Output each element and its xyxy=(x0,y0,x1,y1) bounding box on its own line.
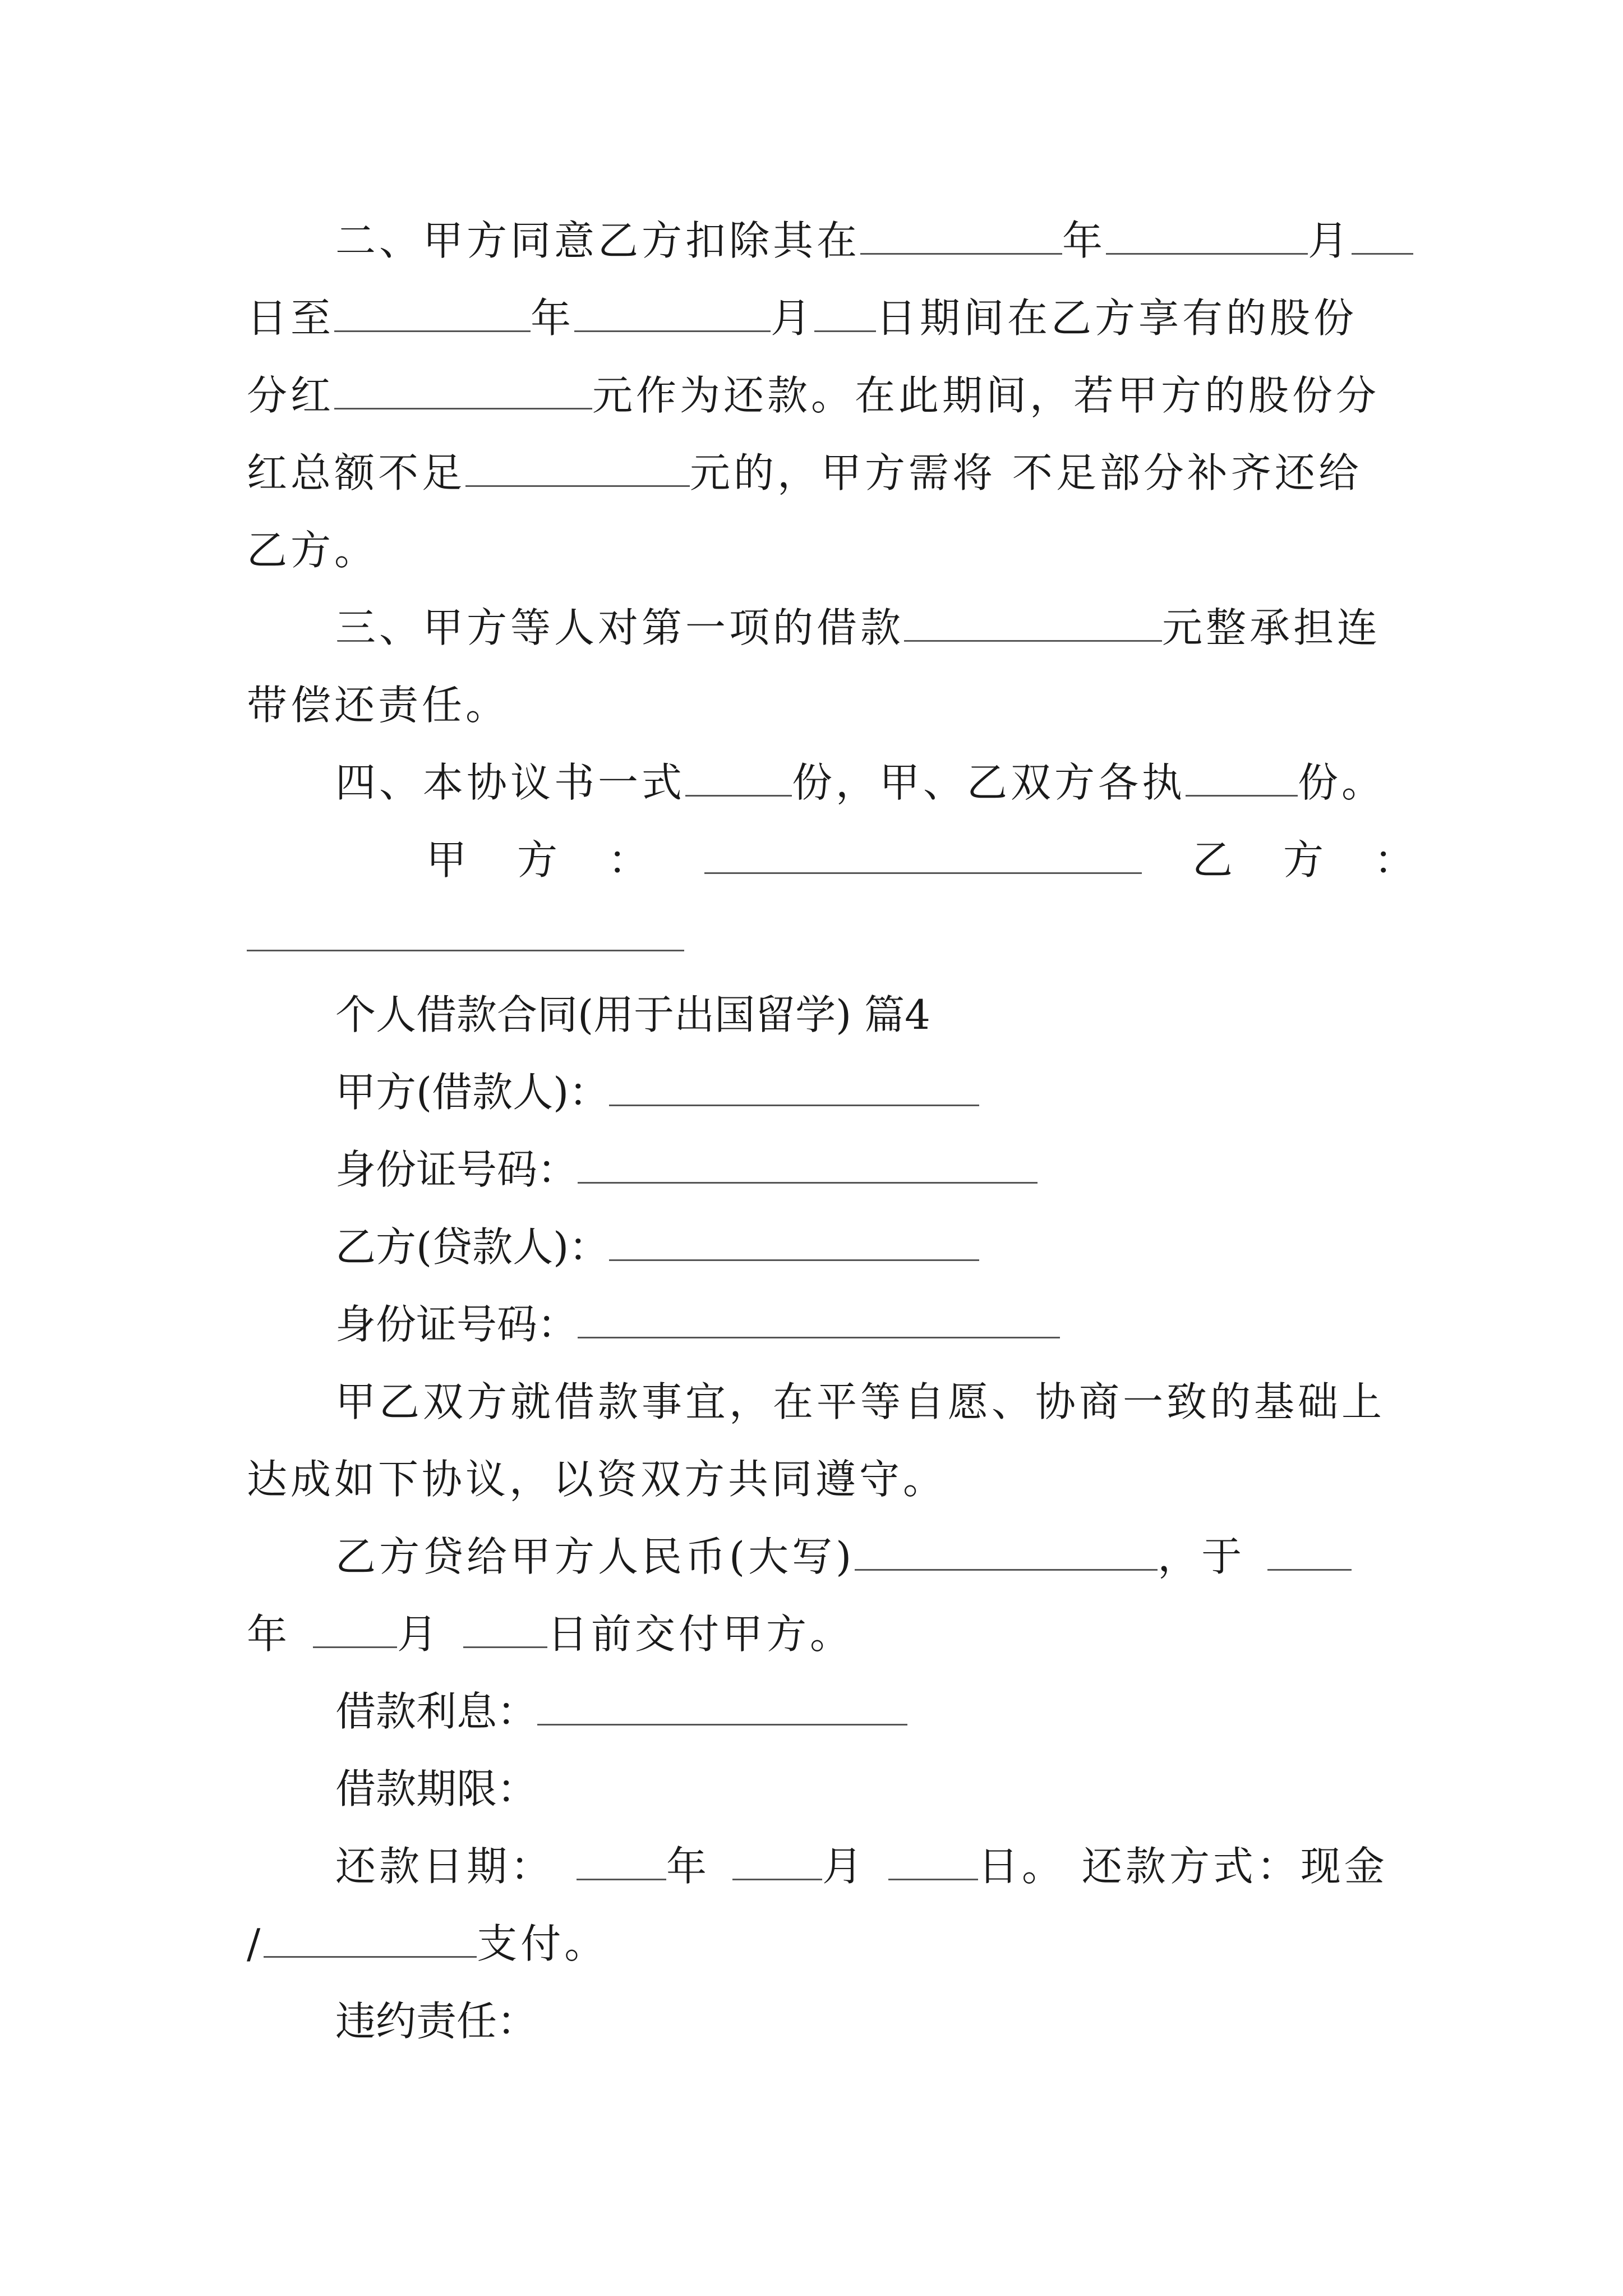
text: 乙方。 xyxy=(247,527,379,574)
text: 月 xyxy=(397,1611,441,1658)
section4-line xyxy=(247,744,1391,821)
party-b-signature[interactable] xyxy=(247,910,684,951)
text: 三、甲方等人对第一项的借款 xyxy=(335,604,905,651)
section3-line1 xyxy=(247,589,1391,666)
blank-year[interactable] xyxy=(334,291,531,332)
blank-month[interactable] xyxy=(732,1839,822,1880)
text: 年 xyxy=(666,1843,711,1890)
text: 二、甲方同意乙方扣除其在 xyxy=(335,217,861,264)
document-page xyxy=(247,202,1465,2060)
text: 带偿还责任。 xyxy=(247,682,510,729)
lender-field xyxy=(247,1208,1391,1286)
party-b-label: 乙方： xyxy=(1192,836,1465,884)
repay-line2 xyxy=(247,1905,1391,1982)
lender-label: 乙方(贷款人)： xyxy=(335,1223,610,1271)
blank-copies[interactable] xyxy=(685,756,792,797)
blank-method[interactable] xyxy=(264,1917,477,1958)
text: 月 xyxy=(1308,217,1352,264)
text: 年 xyxy=(247,1611,291,1658)
text: 年 xyxy=(1062,217,1106,264)
blank-month[interactable] xyxy=(1106,214,1308,255)
interest-label: 借款利息： xyxy=(335,1688,538,1735)
text: 日前交付甲方。 xyxy=(547,1611,854,1658)
text: 四、本协议书一式 xyxy=(335,759,686,806)
text: 元作为还款。在此期间，若甲方的股份分 xyxy=(592,372,1380,419)
signature-line xyxy=(247,821,1465,899)
blank-month[interactable] xyxy=(313,1607,397,1648)
lender-input[interactable] xyxy=(609,1220,979,1261)
party-a-signature[interactable] xyxy=(704,833,1142,874)
id2-label: 身份证号码： xyxy=(335,1301,578,1348)
text: 达成如下协议，以资双方共同遵守。 xyxy=(247,1456,947,1503)
section3-line2 xyxy=(247,666,1391,744)
blank-day[interactable] xyxy=(1352,214,1413,255)
term-field xyxy=(247,1750,1391,1828)
section2-line4 xyxy=(247,434,1391,512)
section2-line3 xyxy=(247,357,1391,434)
section2-line1 xyxy=(247,202,1391,279)
id1-label: 身份证号码： xyxy=(335,1146,578,1193)
signature-line2 xyxy=(247,899,1391,976)
blank-amount[interactable] xyxy=(904,601,1162,642)
text: 乙方贷给甲方人民币(大写) xyxy=(335,1533,855,1580)
blank-year[interactable] xyxy=(577,1839,666,1880)
blank-month[interactable] xyxy=(574,291,771,332)
blank-copies[interactable] xyxy=(1186,756,1298,797)
blank-amount[interactable] xyxy=(334,369,592,409)
loan-line2 xyxy=(247,1595,1391,1673)
breach-field xyxy=(247,1982,1391,2060)
text: 日至 xyxy=(247,295,335,342)
text: / xyxy=(247,1920,264,1967)
id1-input[interactable] xyxy=(578,1143,1038,1184)
agreement-line2 xyxy=(247,1441,1391,1518)
text: 年 xyxy=(531,295,575,342)
interest-input[interactable] xyxy=(537,1685,907,1726)
agreement-line1 xyxy=(247,1363,1391,1441)
interest-field xyxy=(247,1673,1391,1750)
text: 分红 xyxy=(247,372,335,419)
text: 元的，甲方需将 不足部分补齐还给 xyxy=(690,449,1362,496)
text: 甲乙双方就借款事宜，在平等自愿、协商一致的基础上 xyxy=(335,1378,1386,1425)
blank-amount-words[interactable] xyxy=(855,1530,1158,1571)
term-label: 借款期限： xyxy=(335,1765,538,1812)
blank-day[interactable] xyxy=(814,291,876,332)
borrower-label: 甲方(借款人)： xyxy=(335,1069,610,1116)
text: 份，甲、乙双方各执 xyxy=(792,759,1186,806)
text: 份。 xyxy=(1298,759,1386,806)
borrower-input[interactable] xyxy=(609,1065,979,1106)
text: 日。 还款方式：现金 xyxy=(978,1843,1388,1890)
text: 还款日期： xyxy=(335,1843,555,1890)
text: 月 xyxy=(822,1843,866,1890)
borrower-field xyxy=(247,1053,1391,1131)
breach-label: 违约责任： xyxy=(335,1998,538,2045)
loan-line1 xyxy=(247,1518,1391,1595)
heading-text: 个人借款合同(用于出国留学) 篇4 xyxy=(335,991,930,1038)
section2-line5 xyxy=(247,512,1391,589)
blank-day[interactable] xyxy=(888,1839,978,1880)
text: 红总额不足 xyxy=(247,449,466,496)
text: 月 xyxy=(771,295,815,342)
blank-day[interactable] xyxy=(463,1607,547,1648)
repay-line1 xyxy=(247,1828,1391,1905)
text: 日期间在乙方享有的股份 xyxy=(876,295,1358,342)
party-a-label: 甲方： xyxy=(426,836,699,884)
text: ，于 xyxy=(1158,1533,1246,1580)
id2-input[interactable] xyxy=(578,1297,1060,1338)
id2-field xyxy=(247,1286,1391,1363)
blank-amount[interactable] xyxy=(465,446,690,487)
contract-heading xyxy=(247,976,1391,1053)
blank-year[interactable] xyxy=(1267,1530,1352,1571)
blank-year[interactable] xyxy=(860,214,1062,255)
text: 支付。 xyxy=(477,1920,608,1967)
section2-line2 xyxy=(247,279,1391,357)
id1-field xyxy=(247,1131,1391,1208)
text: 元整承担连 xyxy=(1162,604,1381,651)
